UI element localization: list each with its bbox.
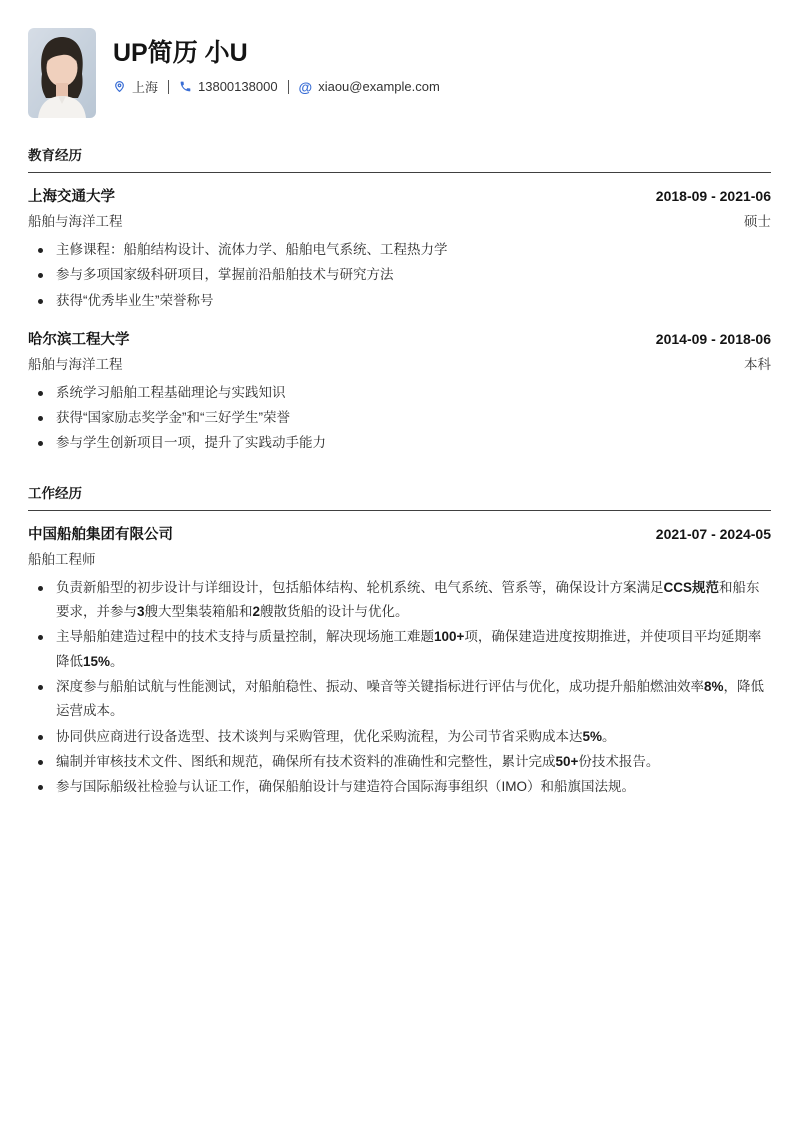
contact-row — [113, 77, 440, 96]
bullet-text: 主导船舶建造过程中的技术支持与质量控制，解决现场施工难题100+项，确保建造进度按期推进，并使项目平均延期率降低15%。 — [56, 629, 762, 669]
bullet-dot — [38, 586, 43, 591]
bullet-dot — [38, 273, 43, 278]
location-text: 上海 — [132, 80, 159, 95]
bullet-dot — [38, 785, 43, 790]
bullet-item — [28, 625, 771, 674]
bullet-text: 获得“国家励志奖学金”和“三好学生”荣誉 — [56, 410, 290, 426]
entry-date: 2018-09 - 2021-06 — [655, 188, 771, 204]
candidate-name: UP简历 小U — [113, 39, 248, 67]
entry-date: 2021-07 - 2024-05 — [655, 525, 771, 542]
entry-subhead — [28, 210, 771, 230]
bullet-text: 深度参与船舶试航与性能测试，对船舶稳性、振动、噪音等关键指标进行评估与优化，成功提升船舶燃油效率8%，降低运营成本。 — [56, 678, 765, 719]
phone-icon — [179, 80, 192, 93]
bullet-list — [28, 381, 771, 456]
section-title-education: 教育经历 — [28, 144, 771, 173]
entry-degree: 本科 — [744, 356, 771, 372]
bullet-item — [28, 431, 771, 455]
bullet-text: 获得“优秀毕业生”荣誉称号 — [56, 292, 214, 308]
bullet-text: 参与多项国家级科研项目，掌握前沿船舶技术与研究方法 — [56, 267, 394, 283]
bullet-text: 系统学习船舶工程基础理论与实践知识 — [56, 384, 286, 400]
bullet-item — [28, 289, 771, 313]
resume-header — [28, 28, 771, 118]
entry-head — [28, 185, 771, 206]
contact-divider — [168, 80, 169, 94]
bullet-text: 编制并审核技术文件、图纸和规范，确保所有技术资料的准确性和完整性，累计完成50+份技术报告。 — [56, 753, 660, 769]
bullet-item — [28, 675, 771, 724]
bullet-item — [28, 263, 771, 287]
bullet-dot — [38, 735, 43, 740]
bullet-text: 参与国际船级社检验与认证工作，确保船舶设计与建造符合国际海事组织（IMO）和船旗国法规。 — [56, 779, 635, 795]
bullet-item — [28, 406, 771, 430]
entry — [28, 523, 771, 800]
bullet-dot — [38, 416, 43, 421]
entry-subtitle: 船舶工程师 — [28, 551, 96, 567]
email-text: xiaou@example.com — [318, 79, 440, 94]
contact-email — [299, 79, 440, 94]
bullet-item — [28, 750, 771, 774]
profile-photo — [28, 28, 96, 118]
bullet-text: 协同供应商进行设备选型、技术谈判与采购管理，优化采购流程，为公司节省采购成本达5%。 — [56, 728, 616, 744]
at-icon: @ — [298, 78, 313, 95]
bullet-dot — [38, 391, 43, 396]
sections — [28, 144, 771, 799]
entry — [28, 185, 771, 313]
section-title-work: 工作经历 — [28, 482, 771, 511]
entry-head — [28, 523, 771, 544]
phone-text: 13800138000 — [198, 79, 278, 94]
bullet-text: 参与学生创新项目一项，提升了实践动手能力 — [56, 435, 326, 451]
bullet-item — [28, 775, 771, 799]
bullet-item — [28, 725, 771, 749]
bullet-dot — [38, 760, 43, 765]
contact-phone — [179, 79, 278, 94]
entry-date: 2014-09 - 2018-06 — [655, 330, 771, 347]
entry-title: 哈尔滨工程大学 — [28, 331, 130, 348]
entry-subhead — [28, 353, 771, 373]
contact-location — [113, 77, 158, 96]
location-pin-icon — [113, 80, 126, 93]
bullet-text: 负责新船型的初步设计与详细设计，包括船体结构、轮机系统、电气系统、管系等，确保设计方案满足CCS规范和船东要求，并参与3艘大型集装箱船和2艘散货船的设计与优化。 — [56, 579, 760, 620]
bullet-dot — [38, 299, 43, 304]
profile-photo-illustration — [28, 28, 96, 118]
bullet-item — [28, 381, 771, 405]
contact-divider — [288, 80, 289, 94]
bullet-list — [28, 238, 771, 313]
section-work — [28, 482, 771, 800]
bullet-dot — [38, 248, 43, 253]
entry-subhead — [28, 548, 771, 568]
section-education — [28, 144, 771, 456]
header-info — [113, 28, 440, 118]
entry — [28, 328, 771, 456]
bullet-item — [28, 576, 771, 625]
entry-head — [28, 328, 771, 349]
bullet-item — [28, 238, 771, 262]
bullet-dot — [38, 441, 43, 446]
bullet-list — [28, 576, 771, 800]
entry-subtitle: 船舶与海洋工程 — [28, 356, 123, 372]
bullet-dot — [38, 635, 43, 640]
bullet-text: 主修课程：船舶结构设计、流体力学、船舶电气系统、工程热力学 — [56, 242, 448, 257]
entry-degree: 硕士 — [744, 214, 771, 229]
entry-subtitle: 船舶与海洋工程 — [28, 214, 123, 229]
entry-title: 上海交通大学 — [28, 189, 115, 205]
entry-title: 中国船舶集团有限公司 — [28, 526, 173, 543]
bullet-dot — [38, 685, 43, 690]
